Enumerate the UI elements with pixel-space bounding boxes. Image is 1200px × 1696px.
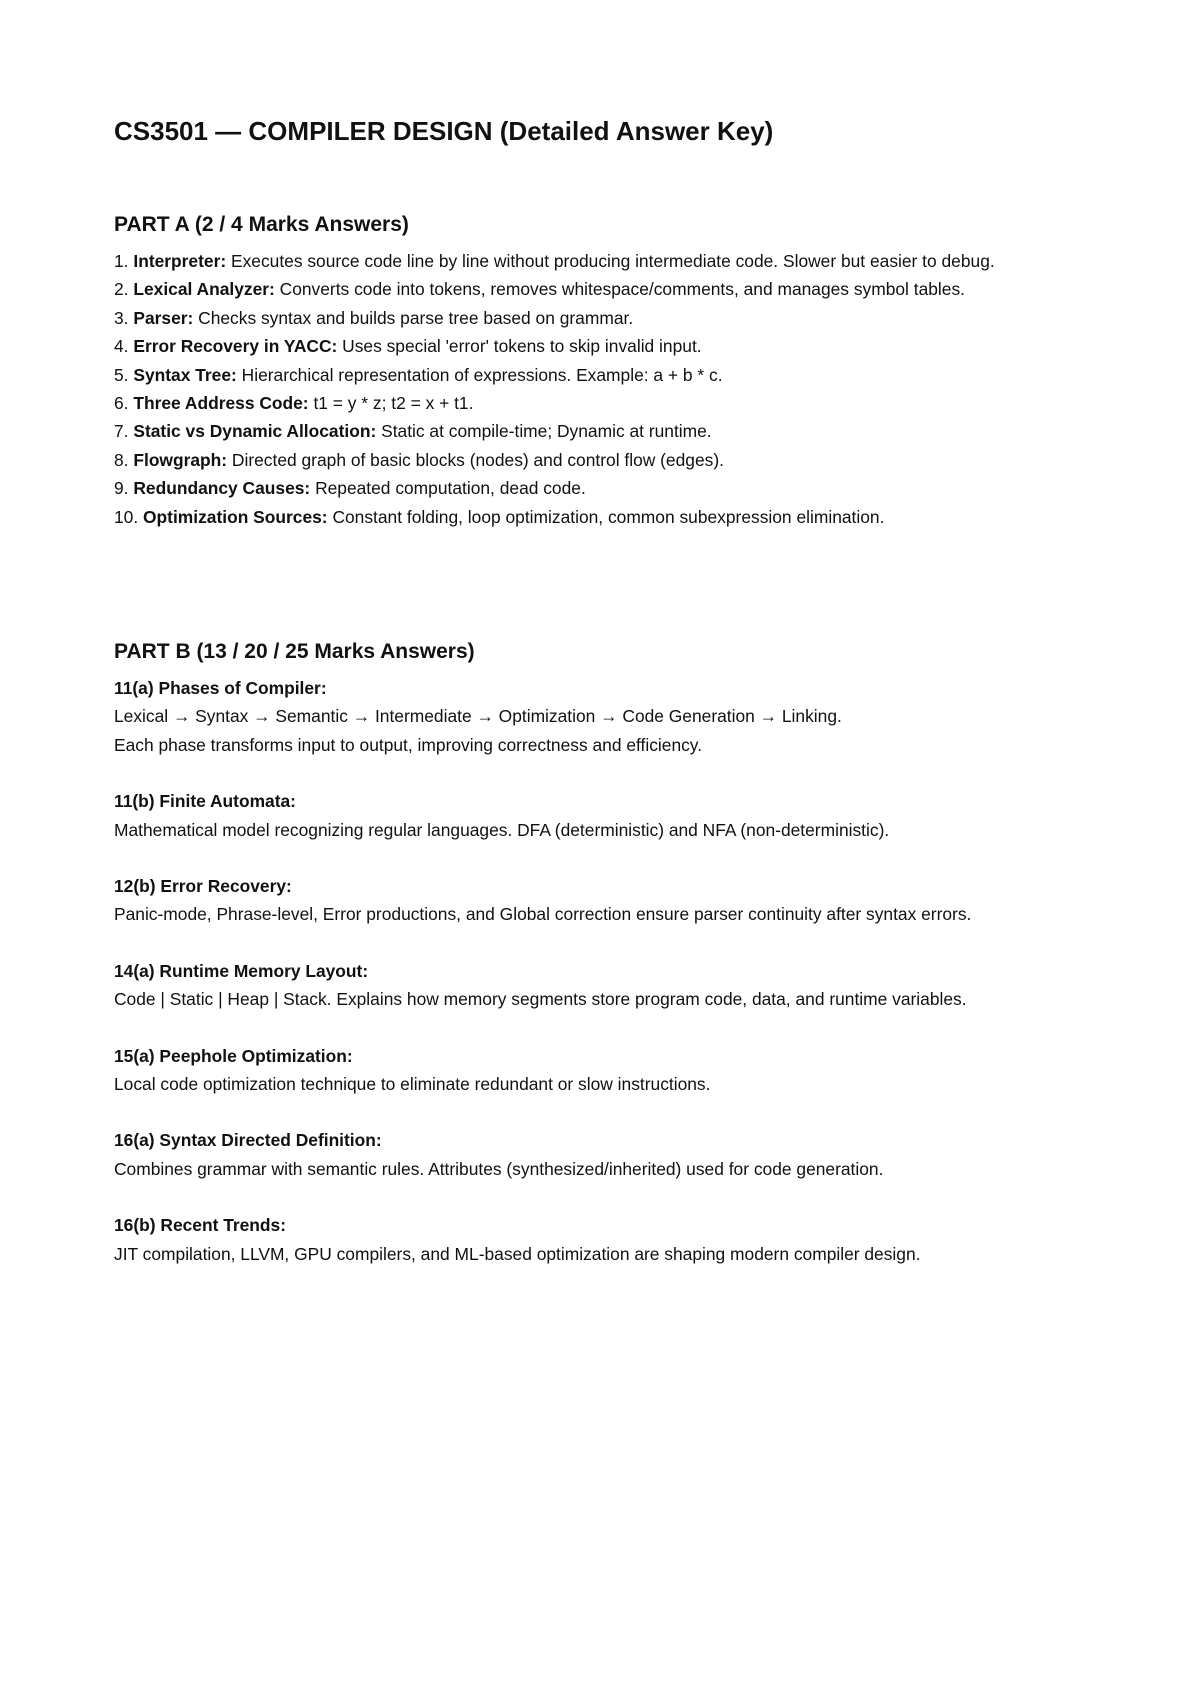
item-number: 2.	[114, 279, 129, 300]
part-a-item	[114, 332, 1094, 360]
item-text: Executes source code line by line without producing intermediate code. Slower but easier to debug.	[230, 251, 995, 271]
part-a-item	[114, 304, 1094, 332]
item-text: Static at compile-time; Dynamic at runtime.	[381, 421, 712, 442]
answer-title: 11(b) Finite Automata:	[114, 791, 296, 812]
item-number: 9.	[114, 478, 129, 499]
answer-text: Mathematical model recognizing regular languages. DFA (deterministic) and NFA (non-deterministic).	[114, 819, 890, 840]
item-term: Flowgraph:	[133, 449, 228, 470]
part-b-answers	[114, 674, 1094, 1268]
answer-block	[114, 787, 1094, 844]
answer-title: 14(a) Runtime Memory Layout:	[114, 960, 369, 981]
answer-block	[114, 872, 1094, 929]
answer-text: JIT compilation, LLVM, GPU compilers, and ML-based optimization are shaping modern compiler design.	[114, 1243, 921, 1264]
document-title: CS3501 — COMPILER DESIGN (Detailed Answer Key)	[114, 116, 774, 146]
item-term: Parser:	[133, 307, 194, 328]
answer-text: Lexical → Syntax → Semantic → Intermediate → Optimization → Code Generation → Linking.	[114, 706, 842, 727]
item-term: Syntax Tree:	[133, 364, 237, 385]
part-a-item	[114, 247, 1094, 275]
part-a-item	[114, 417, 1094, 445]
part-b-heading: PART B (13 / 20 / 25 Marks Answers)	[114, 640, 475, 663]
item-text: Uses special 'error' tokens to skip invalid input.	[342, 336, 702, 357]
part-b-section	[114, 640, 1094, 1296]
answer-text: Combines grammar with semantic rules. Attributes (synthesized/inherited) used for code generation.	[114, 1158, 884, 1179]
item-term: Error Recovery in YACC:	[133, 336, 338, 357]
item-text: Checks syntax and builds parse tree based on grammar.	[198, 307, 634, 328]
item-number: 7.	[114, 421, 129, 442]
item-term: Three Address Code:	[133, 393, 309, 414]
part-a-item	[114, 389, 1094, 417]
part-a-list	[114, 247, 1094, 531]
answer-title: 16(b) Recent Trends:	[114, 1215, 287, 1236]
item-term: Lexical Analyzer:	[133, 279, 275, 300]
item-term: Redundancy Causes:	[133, 478, 311, 499]
answer-block	[114, 1126, 1094, 1183]
answer-block	[114, 957, 1094, 1014]
answer-text: Panic-mode, Phrase-level, Error productions, and Global correction ensure parser continuity after syntax errors.	[114, 904, 972, 925]
item-number: 4.	[114, 336, 129, 357]
item-text: Directed graph of basic blocks (nodes) and control flow (edges).	[231, 449, 724, 470]
answer-title: 12(b) Error Recovery:	[114, 876, 292, 897]
item-number: 3.	[114, 307, 129, 328]
item-number: 1.	[114, 251, 129, 271]
answer-text: Each phase transforms input to output, improving correctness and efficiency.	[114, 734, 703, 755]
answer-text: Local code optimization technique to eliminate redundant or slow instructions.	[114, 1074, 711, 1095]
part-a-section	[114, 213, 1094, 531]
answer-block	[114, 1211, 1094, 1268]
item-number: 8.	[114, 449, 129, 470]
answer-title: 16(a) Syntax Directed Definition:	[114, 1130, 382, 1151]
item-number: 10.	[114, 506, 139, 527]
answer-block	[114, 674, 1094, 759]
item-term: Static vs Dynamic Allocation:	[133, 421, 377, 442]
item-text: Converts code into tokens, removes whitespace/comments, and manages symbol tables.	[279, 279, 965, 300]
answer-title: 11(a) Phases of Compiler:	[114, 678, 327, 698]
part-a-item	[114, 361, 1094, 389]
part-a-item	[114, 503, 1094, 531]
item-number: 6.	[114, 393, 129, 414]
answer-block	[114, 1042, 1094, 1099]
item-text: t1 = y * z; t2 = x + t1.	[313, 393, 474, 414]
answer-title: 15(a) Peephole Optimization:	[114, 1045, 353, 1066]
item-text: Constant folding, loop optimization, common subexpression elimination.	[332, 506, 885, 527]
part-a-heading: PART A (2 / 4 Marks Answers)	[114, 213, 409, 236]
item-term: Interpreter:	[133, 251, 227, 271]
part-a-item	[114, 474, 1094, 502]
item-text: Hierarchical representation of expressions. Example: a + b * c.	[241, 364, 723, 385]
item-number: 5.	[114, 364, 129, 385]
item-text: Repeated computation, dead code.	[315, 478, 586, 499]
part-a-item	[114, 275, 1094, 303]
answer-text: Code | Static | Heap | Stack. Explains how memory segments store program code, data, and runtime variables.	[114, 989, 967, 1010]
part-a-item	[114, 446, 1094, 474]
item-term: Optimization Sources:	[143, 506, 328, 527]
